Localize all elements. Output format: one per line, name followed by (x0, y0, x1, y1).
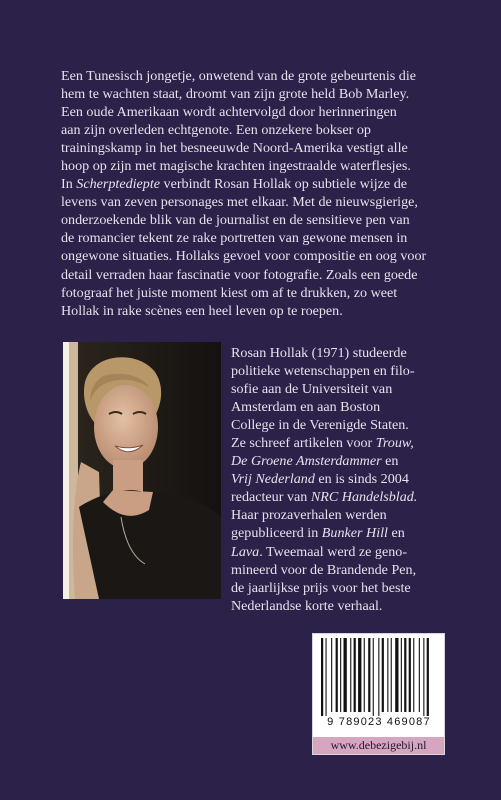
blurb-line (61, 121, 461, 139)
blurb-line (61, 175, 461, 193)
author-photo (63, 342, 221, 599)
text-run: hem te wachten staat, droomt van zijn grote held Bob Marley. (61, 86, 410, 103)
bio-line (231, 416, 471, 434)
text-run: fotograaf het juiste moment kiest om af te drukken, zo weet (61, 284, 398, 301)
blurb-line (61, 67, 461, 85)
bio-line (231, 470, 471, 488)
barcode-bars (313, 638, 444, 720)
blurb-line (61, 211, 461, 229)
bio-line (231, 579, 471, 597)
barcode-bar (358, 638, 361, 712)
barcode-bar (364, 638, 365, 712)
italic-title: Vrij Nederland (231, 471, 315, 488)
blurb-line (61, 193, 461, 211)
bio-line (231, 488, 471, 506)
bio-line (231, 398, 471, 416)
bio-line (231, 524, 471, 542)
barcode-bar (321, 638, 323, 716)
text-run: . Tweemaal werd ze geno- (259, 543, 408, 560)
blurb-line (61, 139, 461, 157)
text-run: hoop op zijn met magische krachten ingestraalde waterflesjes. (61, 158, 411, 175)
barcode-bar (340, 638, 341, 712)
isbn-number: 9 789023 469087 (327, 716, 431, 728)
text-run: College in de Verenigde Staten. (231, 417, 409, 434)
bio-line (231, 362, 471, 380)
publisher-url[interactable]: www.debezigebij.nl (313, 737, 444, 754)
italic-title: De Groene Amsterdammer (231, 453, 382, 470)
barcode-bar (326, 638, 327, 716)
text-run: Nederlandse korte verhaal. (231, 597, 383, 614)
text-run: levens van zeven personages met elkaar. Met de nieuwsgierige, (61, 194, 418, 211)
italic-title: Scherptediepte (76, 176, 161, 193)
text-run: onderzoekende blik van de journalist en de sensitieve pen van (61, 212, 410, 229)
blurb-line (61, 247, 461, 265)
barcode-bar (413, 638, 414, 712)
bio-line (231, 543, 471, 561)
text-run: redacteur van (231, 489, 311, 506)
barcode-bar (373, 638, 374, 716)
bio-line (231, 380, 471, 398)
blurb-line (61, 302, 461, 320)
italic-title: Bunker Hill (321, 525, 388, 542)
author-portrait-image (63, 342, 221, 599)
barcode-bar (344, 638, 347, 712)
text-run: Hollak in rake scènes een heel leven op te roepen. (61, 302, 343, 319)
text-run: sofie aan de Universiteit van (231, 381, 393, 398)
barcode-bar (368, 638, 370, 712)
text-run: en (387, 525, 405, 542)
text-run: trainingskamp in het besneeuwde Noord-Amerika vestigt alle (61, 140, 408, 157)
barcode-bar (404, 638, 406, 712)
barcode-bar (382, 638, 384, 712)
text-run: Ze schreef artikelen voor (231, 435, 376, 452)
barcode-bar (419, 638, 420, 712)
text-run: Amsterdam en aan Boston (231, 399, 381, 416)
barcode-bar (387, 638, 388, 712)
barcode-bar (331, 638, 332, 712)
isbn-barcode (313, 634, 444, 754)
text-run: de jaarlijkse prijs voor het beste (231, 579, 411, 596)
text-run: verbindt Rosan Hollak op subtiele wijze de (160, 176, 407, 193)
barcode-bar (427, 638, 429, 716)
text-run: In (61, 176, 77, 193)
bio-line (231, 344, 471, 362)
barcode-bar (378, 638, 379, 716)
italic-title: Trouw, (375, 435, 414, 452)
text-run: aan zijn overleden echtgenote. Een onzekere bokser op (61, 122, 371, 139)
barcode-bar (401, 638, 402, 712)
author-biography (231, 344, 471, 615)
bio-line (231, 506, 471, 524)
barcode-bar (391, 638, 392, 712)
text-run: ongewone situaties. Hollaks gevoel voor compositie en oog voor (61, 248, 427, 265)
barcode-bar (350, 638, 351, 712)
blurb-line (61, 266, 461, 284)
text-run: politieke wetenschappen en filo- (231, 363, 415, 380)
text-run: de romancier tekent ze rake portretten van gewone mensen in (61, 230, 408, 247)
barcode-bar (409, 638, 411, 712)
blurb-line (61, 284, 461, 302)
text-run: gepubliceerd in (231, 525, 322, 542)
barcode-bar (354, 638, 356, 712)
text-run: detail verraden haar fascinatie voor fotografie. Zoals een goede (61, 266, 418, 283)
blurb-line (61, 157, 461, 175)
text-run: en (381, 453, 399, 470)
back-cover-blurb (61, 67, 461, 320)
bio-line (231, 434, 471, 452)
italic-title: Lava (231, 543, 260, 560)
barcode-bar (423, 638, 424, 716)
blurb-line (61, 85, 461, 103)
bio-line (231, 597, 471, 615)
barcode-bar (336, 638, 338, 712)
text-run: Een Tunesisch jongetje, onwetend van de grote gebeurtenis die (61, 68, 416, 84)
bio-line (231, 452, 471, 470)
text-run: en is sinds 2004 (314, 471, 409, 488)
text-run: Haar prozaverhalen werden (231, 507, 387, 524)
text-run: mineerd voor de Brandende Pen, (231, 561, 417, 578)
blurb-line (61, 103, 461, 121)
bio-line (231, 561, 471, 579)
barcode-bar (395, 638, 398, 712)
italic-title: NRC Handelsblad. (310, 489, 418, 506)
text-run: Een oude Amerikaan wordt achtervolgd door herinneringen (61, 104, 397, 121)
blurb-line (61, 229, 461, 247)
text-run: Rosan Hollak (1971) studeerde (231, 345, 407, 361)
